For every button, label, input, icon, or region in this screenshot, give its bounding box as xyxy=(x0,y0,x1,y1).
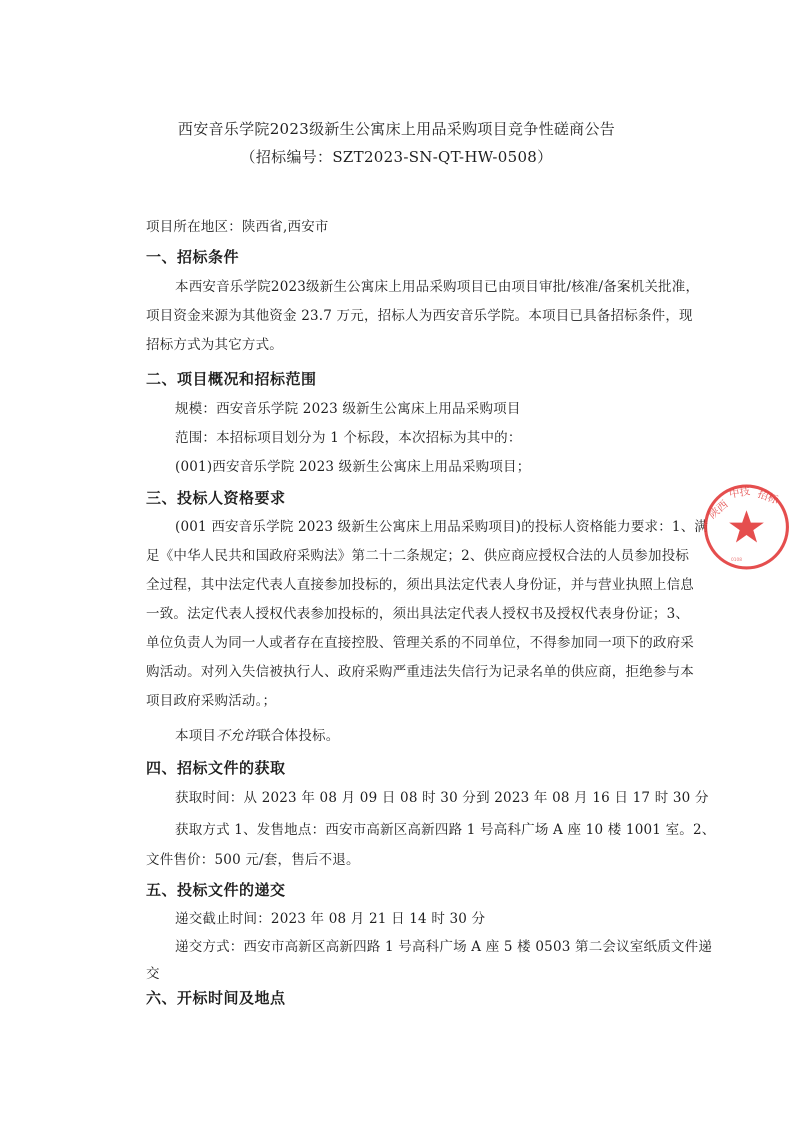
section-5-line: 递交方式：西安市高新区高新四路 1 号高科广场 A 座 5 楼 0503 第二会议室纸质文件递 xyxy=(175,939,713,955)
svg-text:陕西: 陕西 xyxy=(706,498,731,522)
joint-bid-italic: 不允许 xyxy=(216,728,258,744)
section-5-heading: 五、投标文件的递交 xyxy=(146,881,286,899)
section-2-line: 规模：西安音乐学院 2023 级新生公寓床上用品采购项目 xyxy=(175,401,521,417)
section-3-line: 全过程，其中法定代表人直接参加投标的，须出具法定代表人身份证，并与营业执照上信息 xyxy=(146,577,694,593)
section-3-line: 购活动。对列入失信被执行人、政府采购严重违法失信行为记录名单的供应商，拒绝参与本 xyxy=(146,664,694,680)
section-3-heading: 三、投标人资格要求 xyxy=(146,489,286,507)
section-4-heading: 四、招标文件的获取 xyxy=(146,759,286,777)
seal-star-icon xyxy=(729,510,764,542)
section-4-line: 获取方式 1、发售地点：西安市高新区高新四路 1 号高科广场 A 座 10 楼 1001 室。2、 xyxy=(175,822,716,838)
svg-text:招标: 招标 xyxy=(756,488,780,507)
section-2-line: (001)西安音乐学院 2023 级新生公寓床上用品采购项目； xyxy=(175,459,531,475)
section-5-line: 递交截止时间：2023 年 08 月 21 日 14 时 30 分 xyxy=(175,911,486,927)
joint-bid-prefix: 本项目 xyxy=(175,728,217,744)
project-region: 项目所在地区：陕西省,西安市 xyxy=(146,219,329,235)
company-seal-stamp xyxy=(700,452,793,602)
section-1-line: 本西安音乐学院2023级新生公寓床上用品采购项目已由项目审批/核准/备案机关批准， xyxy=(175,279,700,295)
document-title: 西安音乐学院2023级新生公寓床上用品采购项目竞争性磋商公告 xyxy=(177,120,616,138)
section-3-line: 单位负责人为同一人或者存在直接控股、管理关系的不同单位，不得参加同一项下的政府采 xyxy=(146,635,694,651)
tender-number: （招标编号：SZT2023-SN-QT-HW-0508） xyxy=(240,148,553,166)
section-3-line: 一致。法定代表人授权代表参加投标的，须出具法定代表人授权书及授权代表身份证；3、 xyxy=(146,606,690,622)
section-6-heading: 六、开标时间及地点 xyxy=(146,989,286,1007)
section-1-line: 招标方式为其它方式。 xyxy=(146,337,283,353)
section-4-line: 文件售价：500 元/套，售后不退。 xyxy=(146,852,360,868)
section-3-line: 项目政府采购活动。； xyxy=(146,693,277,709)
svg-text:0108: 0108 xyxy=(731,558,743,564)
section-3-line: 足《中华人民共和国政府采购法》第二十二条规定；2、供应商应授权合法的人员参加投标 xyxy=(146,548,690,564)
section-5-line: 交 xyxy=(146,966,160,982)
section-2-line: 范围：本招标项目划分为 1 个标段，本次招标为其中的： xyxy=(175,430,522,446)
section-2-heading: 二、项目概况和招标范围 xyxy=(146,370,317,388)
section-1-heading: 一、招标条件 xyxy=(146,248,240,266)
joint-bid-suffix: 联合体投标。 xyxy=(257,728,340,744)
svg-text:中技: 中技 xyxy=(728,485,752,501)
section-4-line: 获取时间：从 2023 年 08 月 09 日 08 时 30 分到 2023 年 08 月 16 日 17 时 30 分 xyxy=(175,790,709,806)
section-3-line: (001 西安音乐学院 2023 级新生公寓床上用品采购项目)的投标人资格能力要求：1、满 xyxy=(175,519,709,535)
joint-bid-statement xyxy=(175,726,339,746)
section-1-line: 项目资金来源为其他资金 23.7 万元，招标人为西安音乐学院。本项目已具备招标条件，现 xyxy=(146,308,693,324)
